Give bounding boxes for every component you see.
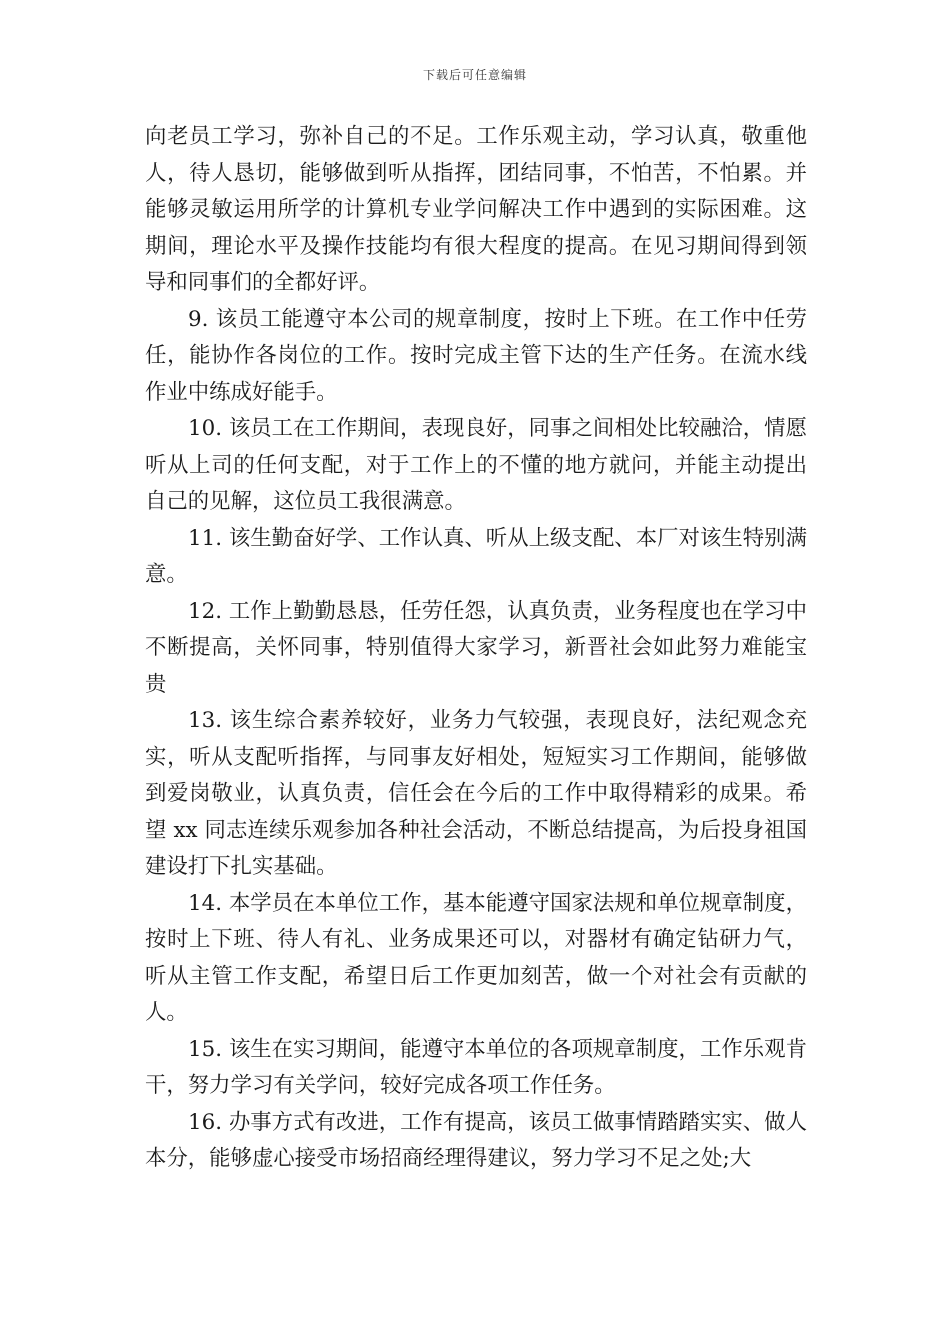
paragraph-item-16: 16. 办事方式有改进，工作有提高，该员工做事情踏踏实实、做人本分，能够虚心接受市场招商经理得建议，努力学习不足之处;大 [145,1109,807,1171]
paragraph-item-12: 12. 工作上勤勤恳恳，任劳任怨，认真负责，业务程度也在学习中不断提高，关怀同事，特别值得大家学习，新晋社会如此努力难能宝贵 [145,598,807,697]
paragraph-item-14: 14. 本学员在本单位工作，基本能遵守国家法规和单位规章制度，按时上下班、待人有礼、业务成果还可以，对器材有确定钻研力气，听从主管工作支配，希望日后工作更加刻苦，做一个对社会有贡献的人。 [145,890,807,1025]
paragraph-item-13: 13. 该生综合素养较好，业务力气较强，表现良好，法纪观念充实，听从支配听指挥，与同事友好相处，短短实习工作期间，能够做到爱岗敬业，认真负责，信任会在今后的工作中取得精彩的成果。希望 xx 同志连续乐观参加各种社会活动，不断总结提高，为后投身祖国建设打下扎实基础。 [145,708,807,879]
paragraph-item-9: 9. 该员工能遵守本公司的规章制度，按时上下班。在工作中任劳任，能协作各岗位的工作。按时完成主管下达的生产任务。在流水线作业中练成好能手。 [145,306,807,405]
paragraph-item-10: 10. 该员工在工作期间，表现良好，同事之间相处比较融洽，情愿听从上司的任何支配，对于工作上的不懂的地方就问，并能主动提出自己的见解，这位员工我很满意。 [145,416,807,514]
page-header: 下载后可任意编辑 [422,68,527,82]
document-body [145,119,807,1178]
paragraph-item-15: 15. 该生在实习期间，能遵守本单位的各项规章制度，工作乐观肯干，努力学习有关学问，较好完成各项工作任务。 [145,1036,807,1098]
paragraph-item-11: 11. 该生勤奋好学、工作认真、听从上级支配、本厂对该生特别满意。 [145,525,807,587]
paragraph-continued: 向老员工学习，弥补自己的不足。工作乐观主动，学习认真，敬重他人，待人恳切，能够做到听从指挥，团结同事，不怕苦，不怕累。并能够灵敏运用所学的计算机专业学问解决工作中遇到的实际困难。这期间，理论水平及操作技能均有很大程度的提高。在见习期间得到领导和同事们的全都好评。 [145,124,807,295]
